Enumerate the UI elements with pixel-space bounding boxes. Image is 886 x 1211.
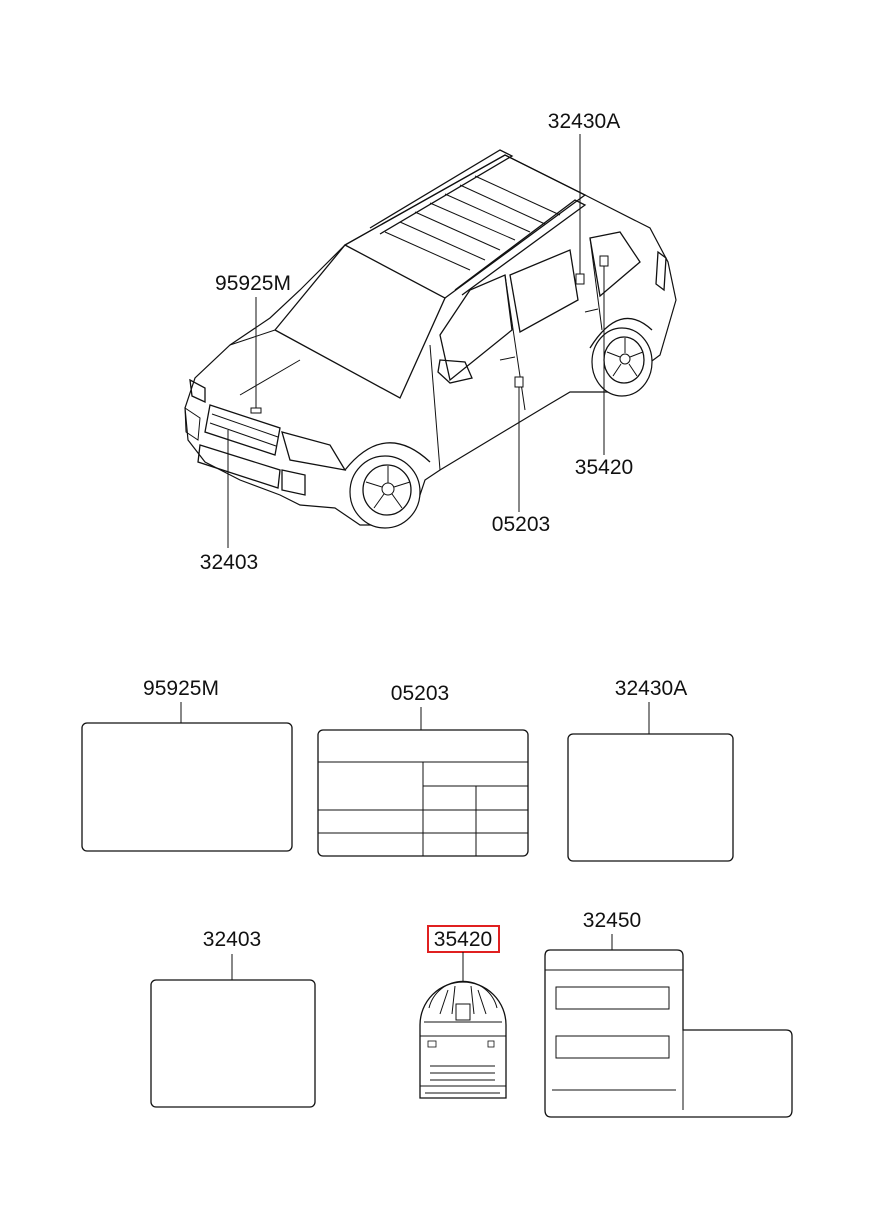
part-32450[interactable] bbox=[545, 909, 792, 1117]
callout-35420: 35420 bbox=[574, 456, 634, 479]
rear-wheel bbox=[592, 328, 652, 396]
callout-95925M: 95925M bbox=[215, 272, 291, 295]
part-label-95925M: 95925M bbox=[143, 677, 219, 700]
part-35420[interactable] bbox=[420, 926, 506, 1098]
front-wheel bbox=[350, 456, 420, 528]
part-label-35420: 35420 bbox=[433, 928, 493, 951]
part-95925M[interactable] bbox=[82, 677, 292, 851]
part-32430A[interactable] bbox=[568, 677, 733, 861]
callout-32430A: 32430A bbox=[547, 110, 621, 133]
callout-05203: 05203 bbox=[491, 513, 551, 536]
callout-32403: 32403 bbox=[199, 551, 259, 574]
part-05203[interactable] bbox=[318, 682, 528, 856]
part-label-32403: 32403 bbox=[202, 928, 262, 951]
part-label-05203: 05203 bbox=[390, 682, 450, 705]
part-label-32450: 32450 bbox=[582, 909, 642, 932]
part-label-32430A: 32430A bbox=[614, 677, 688, 700]
part-32403[interactable] bbox=[151, 928, 315, 1107]
